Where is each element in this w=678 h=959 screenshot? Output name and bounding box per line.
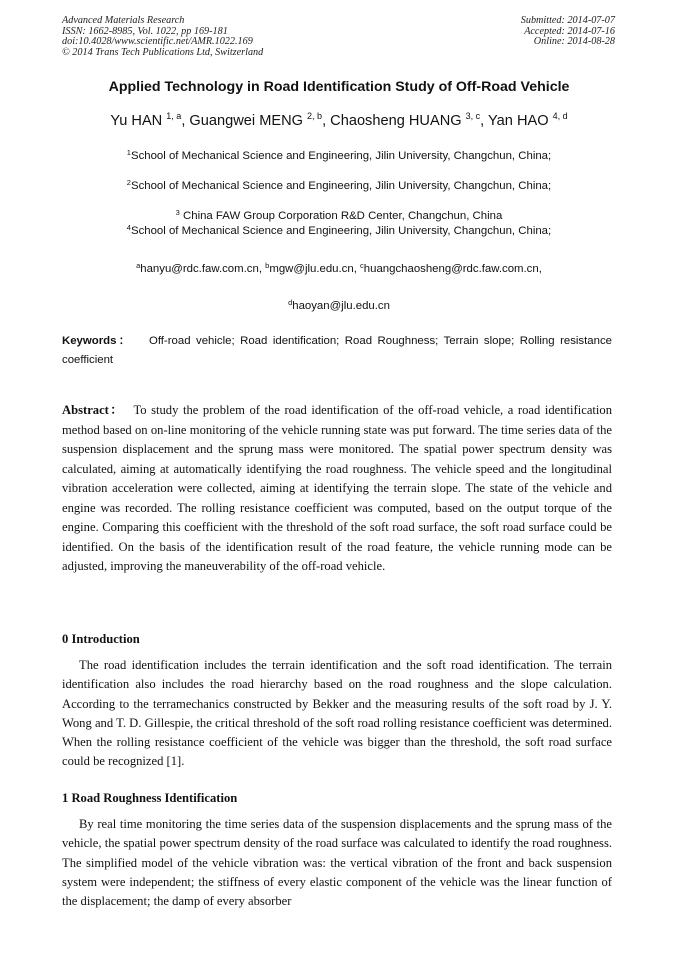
email-address[interactable]: hanyu@rdc.faw.com.cn, bbox=[140, 263, 266, 275]
affiliation-mark: 1 bbox=[126, 148, 131, 157]
affiliation-text: School of Mechanical Science and Engineering, Jilin University, Changchun, China; bbox=[130, 180, 552, 192]
email-address[interactable]: mgw@jlu.edu.cn, bbox=[269, 263, 361, 275]
section-heading-introduction: 0 Introduction bbox=[62, 632, 140, 646]
email-mark: a bbox=[136, 261, 141, 270]
section-paragraph-road-roughness: By real time monitoring the time series data of the suspension displacements and the sprung mass of the vehicle, the spatial power spectrum density of the road surface was calculated to identify the road roughness. The simplified model of the vehicle vibration was: the vertical vibration of the front and back suspension system were independent; the stiffness of every elastic component of the vehicle was the linear function of the displacement; the damp of every absorber bbox=[62, 817, 612, 909]
affiliation-4 bbox=[0, 225, 678, 237]
author-affiliation-mark: 2, b bbox=[307, 111, 323, 121]
author-name: Yan HAO bbox=[488, 113, 549, 129]
abstract bbox=[62, 401, 612, 577]
affiliation-2 bbox=[0, 180, 678, 192]
author-separator: , bbox=[480, 113, 489, 129]
affiliation-text: China FAW Group Corporation R&D Center, Changchun, China bbox=[179, 210, 503, 222]
author-separator: , bbox=[322, 113, 331, 129]
email-line bbox=[0, 263, 678, 275]
journal-info bbox=[62, 16, 263, 58]
email-line-2 bbox=[0, 300, 678, 312]
affiliation-3 bbox=[0, 210, 678, 222]
affiliation-text: School of Mechanical Science and Engineering, Jilin University, Changchun, China; bbox=[130, 150, 552, 162]
keywords-text: Off-road vehicle; Road identification; Road Roughness; Terrain slope; Rolling resistance coefficient bbox=[62, 335, 612, 366]
online-date: Online: 2014-08-28 bbox=[533, 36, 615, 48]
copyright: © 2014 Trans Tech Publications Ltd, Switzerland bbox=[62, 46, 264, 58]
keywords bbox=[62, 332, 612, 369]
keywords-label: Keywords： bbox=[62, 335, 133, 347]
abstract-label: Abstract： bbox=[62, 403, 125, 417]
publication-dates bbox=[521, 16, 615, 48]
author-name: Chaosheng HUANG bbox=[330, 113, 462, 129]
email-address[interactable]: haoyan@jlu.edu.cn bbox=[292, 300, 390, 312]
author-affiliation-mark: 4, d bbox=[552, 111, 568, 121]
affiliation-mark: 4 bbox=[126, 223, 131, 232]
author-name: Guangwei MENG bbox=[189, 113, 303, 129]
section-heading-road-roughness: 1 Road Roughness Identification bbox=[62, 791, 238, 805]
email-mark: d bbox=[288, 298, 293, 307]
author-affiliation-mark: 1, a bbox=[166, 111, 182, 121]
paper-title: Applied Technology in Road Identification Study of Off-Road Vehicle bbox=[108, 79, 570, 95]
journal-name: Advanced Materials Research bbox=[62, 15, 185, 26]
author-list bbox=[0, 113, 678, 129]
author-name: Yu HAN bbox=[110, 113, 163, 129]
affiliation-mark: 2 bbox=[126, 178, 131, 187]
issn-volume: ISSN: 1662-8985, Vol. 1022, pp 169-181 bbox=[62, 25, 228, 37]
affiliation-text: School of Mechanical Science and Engineering, Jilin University, Changchun, China; bbox=[130, 225, 552, 237]
accepted-date: Accepted: 2014-07-16 bbox=[524, 25, 615, 37]
abstract-text: To study the problem of the road identification of the off-road vehicle, a road identification method based on on-line monitoring of the vehicle running state was put forward. The time series data of the suspension displacement and the sprung mass were monitored. The spatial power spectrum density was calculated, aiming at automatically identifying the road roughness. The vehicle speed and the longitudinal vibration acceleration were collected, aiming at identifying the terrain slope. The state of the vehicle and engine was recorded. The rolling resistance coefficient was computed, based on the output torque of the engine. Comparing this coefficient with the threshold of the soft road surface, the soft road surface could be identified. On the basis of the identification result of the road feature, the vehicle running mode can be adjusted, improving the maneuverability of the off-road vehicle. bbox=[62, 403, 613, 573]
email-mark: c bbox=[360, 261, 364, 270]
doi-link[interactable]: doi:10.4028/www.scientific.net/AMR.1022.169 bbox=[62, 36, 253, 48]
section-paragraph-introduction: The road identification includes the terrain identification and the soft road identification. The terrain identification also includes the road hierarchy based on the road roughness and the slope calculation. According to the terramechanics constructed by Bekker and the measuring results of the soft road by J. Y. Wong and T. D. Gillespie, the critical threshold of the soft road rolling resistance coefficient was determined. When the rolling resistance coefficient of the vehicle was bigger than the threshold, the soft road surface could be recognized [1]. bbox=[62, 658, 612, 769]
email-address[interactable]: huangchaosheng@rdc.faw.com.cn, bbox=[363, 263, 542, 275]
author-affiliation-mark: 3, c bbox=[465, 111, 481, 121]
submitted-date: Submitted: 2014-07-07 bbox=[520, 15, 615, 26]
author-separator: , bbox=[181, 113, 190, 129]
email-mark: b bbox=[265, 261, 270, 270]
affiliation-mark: 3 bbox=[175, 208, 180, 217]
affiliation-1 bbox=[0, 150, 678, 162]
